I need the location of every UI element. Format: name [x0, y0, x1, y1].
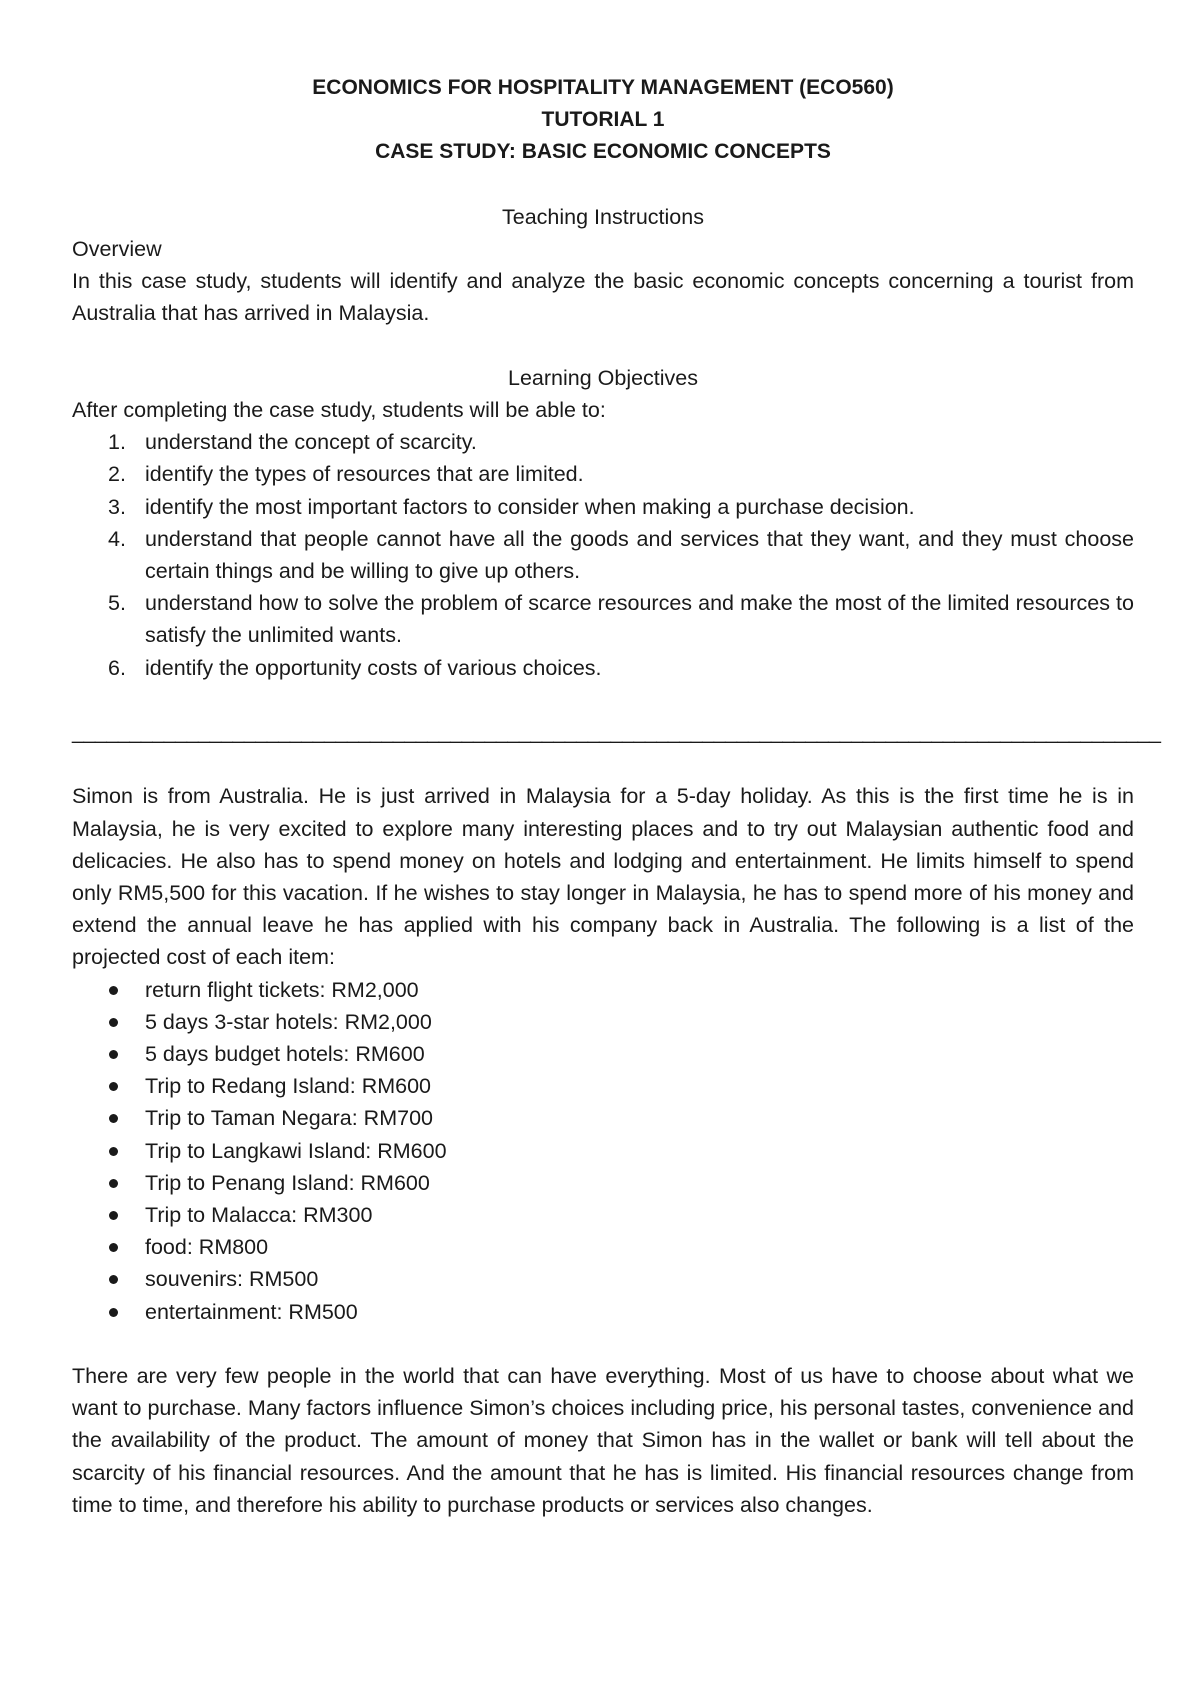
cost-item-text: 5 days 3-star hotels: RM2,000 — [145, 1009, 432, 1034]
list-item — [72, 1296, 1134, 1328]
projected-cost-list — [72, 974, 1134, 1328]
bullet-icon — [109, 1082, 118, 1091]
list-item — [72, 1199, 1134, 1231]
list-item — [72, 1038, 1134, 1070]
list-item-text: understand the concept of scarcity. — [145, 430, 477, 455]
spacer — [72, 1328, 1134, 1360]
cost-item-text: entertainment: RM500 — [145, 1299, 358, 1324]
tutorial-title: TUTORIAL 1 — [541, 108, 665, 132]
learning-objectives-list — [72, 426, 1134, 684]
cost-item-text: Trip to Redang Island: RM600 — [145, 1074, 432, 1099]
list-item — [72, 1231, 1134, 1263]
cost-item-text: Trip to Taman Negara: RM700 — [145, 1106, 433, 1131]
list-item-number: 6. — [108, 655, 126, 680]
list-item — [72, 523, 1134, 587]
list-item-number: 1. — [108, 430, 126, 455]
list-item-text: identify the types of resources that are limited. — [145, 462, 584, 487]
bullet-icon — [109, 1114, 118, 1123]
list-item — [72, 458, 1134, 490]
list-item — [72, 1070, 1134, 1102]
case-paragraph-2: There are very few people in the world that can have everything. Most of us have to choose about what we want to purchase. Many factors influence Simon’s choices including price, his personal tastes, convenience and the availability of the product. The amount of money that Simon has in the wallet or bank will tell about the scarcity of his financial resources. And the amount that he has is limited. His financial resources change from time to time, and therefore his ability to purchase products or services also changes. — [72, 1364, 1134, 1517]
bullet-icon — [109, 1243, 118, 1252]
list-item — [72, 491, 1134, 523]
spacer — [72, 748, 1134, 780]
list-item — [72, 1006, 1134, 1038]
case-study-title: CASE STUDY: BASIC ECONOMIC CONCEPTS — [375, 140, 831, 164]
teaching-instructions-heading: Teaching Instructions — [502, 204, 704, 229]
list-item — [72, 426, 1134, 458]
list-item — [72, 587, 1134, 651]
learning-objectives-intro: After completing the case study, students will be able to: — [72, 398, 606, 422]
list-item — [72, 974, 1134, 1006]
list-item-number: 3. — [108, 494, 126, 519]
bullet-icon — [109, 1211, 118, 1220]
list-item — [72, 1135, 1134, 1167]
list-item-number: 5. — [108, 591, 126, 616]
bullet-icon — [109, 1275, 118, 1284]
cost-item-text: return flight tickets: RM2,000 — [145, 977, 419, 1002]
document-title-block — [72, 72, 1134, 169]
list-item-text: identify the opportunity costs of various choices. — [145, 655, 602, 680]
list-item — [72, 1167, 1134, 1199]
overview-label: Overview — [72, 237, 162, 261]
bullet-icon — [109, 1179, 118, 1188]
cost-item-text: 5 days budget hotels: RM600 — [145, 1042, 425, 1067]
spacer — [72, 684, 1134, 716]
bullet-icon — [109, 1050, 118, 1059]
document-page — [72, 72, 1161, 1521]
cost-item-text: souvenirs: RM500 — [145, 1267, 319, 1292]
case-paragraph-1: Simon is from Australia. He is just arrived in Malaysia for a 5-day holiday. As this is the first time he is in Malaysia, he is very excited to explore many interesting places and to try out Malaysian authentic food and delicacies. He also has to spend money on hotels and lodging and entertainment. He limits himself to spend only RM5,500 for this vacation. If he wishes to stay longer in Malaysia, he has to spend more of his money and extend the annual leave he has applied with his company back in Australia. The following is a list of the projected cost of each item: — [72, 784, 1134, 970]
cost-item-text: food: RM800 — [145, 1235, 269, 1260]
list-item-text: understand that people cannot have all the goods and services that they want, and they must choose certain things and be willing to give up others. — [145, 526, 1134, 584]
cost-item-text: Trip to Langkawi Island: RM600 — [145, 1138, 447, 1163]
list-item-text: understand how to solve the problem of scarce resources and make the most of the limited resources to satisfy the unlimited wants. — [145, 591, 1134, 648]
course-title: ECONOMICS FOR HOSPITALITY MANAGEMENT (ECO560) — [312, 76, 894, 99]
bullet-icon — [109, 986, 118, 995]
list-item — [72, 1102, 1134, 1134]
section-separator: _______________________________________________________________________________________________ — [72, 720, 1161, 745]
bullet-icon — [109, 1147, 118, 1156]
list-item-text: identify the most important factors to consider when making a purchase decision. — [145, 494, 915, 519]
cost-item-text: Trip to Malacca: RM300 — [145, 1203, 373, 1228]
spacer — [72, 169, 1134, 201]
cost-item-text: Trip to Penang Island: RM600 — [145, 1170, 430, 1195]
list-item — [72, 652, 1134, 684]
bullet-icon — [109, 1308, 118, 1317]
spacer — [72, 330, 1134, 362]
overview-paragraph: In this case study, students will identify and analyze the basic economic concepts concerning a tourist from Australia that has arrived in Malaysia. — [72, 269, 1134, 326]
bullet-icon — [109, 1018, 118, 1027]
list-item-number: 2. — [108, 462, 126, 487]
list-item — [72, 1263, 1134, 1295]
list-item-number: 4. — [108, 526, 126, 551]
learning-objectives-heading: Learning Objectives — [507, 365, 699, 390]
